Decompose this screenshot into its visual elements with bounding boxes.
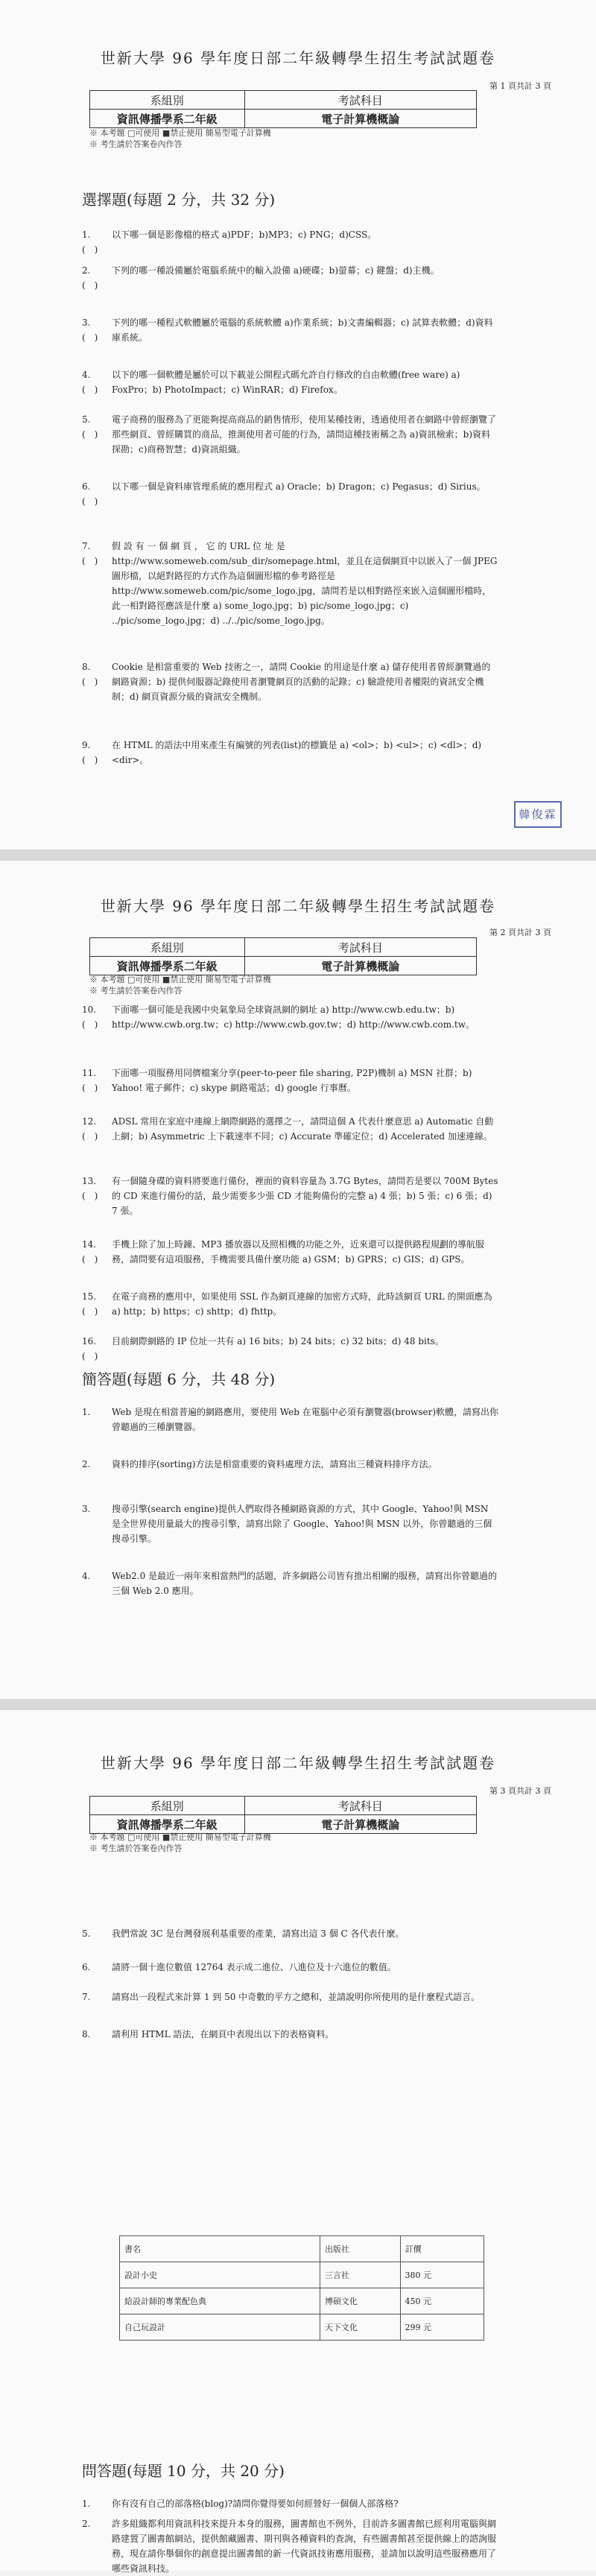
section-heading-essay: 問答題(每題 10 分，共 20 分)	[82, 2462, 285, 2480]
question-text: 手機上除了加上時鐘、MP3 播放器以及照相機的功能之外，近來還可以提供路程規劃的導航服務，請問要有這項服務，手機需要具備什麼功能 a) GSM；b) GPRS；c) GIS；d) GPS。	[112, 1239, 484, 1265]
question-number: 2.( )	[82, 265, 98, 291]
question-number: 9.( )	[82, 740, 98, 765]
header-table	[89, 1796, 477, 1834]
question-number: 8.	[82, 2029, 91, 2039]
exam-page-2	[0, 861, 596, 1699]
book-publisher: 博碩文化	[320, 2288, 400, 2314]
table-header: 出版社	[320, 2236, 400, 2262]
choice-question	[82, 738, 499, 768]
choice-question	[82, 367, 499, 397]
page-separator	[0, 1699, 596, 1710]
table-header-row	[120, 2236, 484, 2262]
book-title: 給設計師的專業配色典	[120, 2288, 320, 2314]
question-text: 以下的哪一個軟體是屬於可以下載並公開程式碼允許自行修改的自由軟體(free ware) a) FoxPro；b) PhotoImpact；c) WinRAR；d) Firefox。	[112, 370, 460, 395]
short-answer-question	[82, 1960, 499, 1975]
dept-value: 資訊傳播學系二年級	[90, 110, 245, 128]
calculator-note: ※ 本考題 □可使用 ■禁止使用 簡易型電子計算機	[89, 1832, 271, 1842]
choice-question	[82, 659, 499, 704]
essay-question	[82, 2516, 499, 2576]
short-answer-question	[82, 1501, 499, 1546]
table-header: 訂價	[400, 2236, 484, 2262]
question-number: 6.( )	[82, 481, 98, 507]
choice-question	[82, 539, 499, 628]
question-number: 14.( )	[82, 1239, 98, 1265]
question-number: 12.( )	[82, 1116, 98, 1142]
question-text: 請寫出一段程式來計算 1 到 50 中奇數的平方之總和，並請說明你所使用的是什麼程式語言。	[112, 1992, 481, 2002]
book-table	[119, 2235, 484, 2341]
answer-sheet-note: ※ 考生請於答案卷內作答	[89, 139, 183, 149]
choice-question	[82, 227, 499, 255]
page-number: 第 1 頁共計 3 頁	[489, 81, 551, 91]
choice-question	[82, 1066, 499, 1095]
question-text: 請利用 HTML 語法，在網頁中表現出以下的表格資料。	[112, 2029, 335, 2039]
exam-notes	[89, 974, 271, 996]
question-text: 我們常說 3C 是台灣發展利基重要的產業，請寫出這 3 個 C 各代表什麼。	[112, 1928, 405, 1939]
exam-notes	[89, 127, 271, 150]
choice-question	[82, 412, 499, 457]
subject-label: 考試科目	[244, 91, 476, 110]
exam-page-1	[0, 0, 596, 849]
header-table	[89, 90, 477, 128]
subject-value: 電子計算機概論	[244, 957, 476, 975]
page-number: 第 3 頁共計 3 頁	[489, 1786, 551, 1796]
question-number: 4.	[82, 1571, 91, 1581]
dept-value: 資訊傳播學系二年級	[90, 957, 245, 975]
question-text: Web2.0 是最近一兩年來相當熱門的話題，許多網路公司皆有推出相關的服務，請寫出你曾聽過的三個 Web 2.0 應用。	[112, 1571, 498, 1596]
short-answer-question	[82, 2027, 499, 2042]
question-number: 7.( )	[82, 541, 98, 566]
calculator-note: ※ 本考題 □可使用 ■禁止使用 簡易型電子計算機	[89, 975, 271, 984]
question-number: 3.	[82, 1504, 91, 1514]
choice-question	[82, 1174, 499, 1218]
question-text: 下列的哪一種程式軟體屬於電腦的系統軟體 a)作業系統；b)文書編輯器；c) 試算表軟體；d)資料庫系統。	[112, 317, 493, 343]
question-text: 許多組織都利用資訊科技來提升本身的服務，圖書館也不例外，目前許多圖書館已經利用電腦與網路建置了圖書館網站，提供館藏圖書、期刊與各種資料的查詢，有些圖書館甚至提供線上的諮詢服務，現在請你舉個你的創意提出圖書館的新一代資訊技術應用服務，並請加以說明這些服務應用了哪些資訊科技。	[112, 2519, 497, 2574]
book-price: 380 元	[400, 2262, 484, 2288]
question-number: 11.( )	[82, 1068, 98, 1093]
dept-value: 資訊傳播學系二年級	[90, 1815, 245, 1834]
question-text: 在電子商務的應用中，如果使用 SSL 作為網頁連線的加密方式時，此時該網頁 URL 的開頭應為 a) http；b) https；c) shttp；d) fhttp。	[112, 1291, 492, 1317]
short-answer-question	[82, 1990, 499, 2004]
question-text: 下列的哪一種設備屬於電腦系統中的輸入設備 a)硬碟；b)螢幕；c) 鍵盤；d)主機。	[112, 265, 440, 276]
question-number: 13.( )	[82, 1176, 98, 1201]
question-number: 10.( )	[82, 1004, 98, 1030]
book-title: 自己玩設計	[120, 2314, 320, 2341]
answer-sheet-note: ※ 考生請於答案卷內作答	[89, 1844, 183, 1853]
table-header: 書名	[120, 2236, 320, 2262]
question-text: 你有沒有自己的部落格(blog)?請問你覺得要如何經營好一個個人部落格?	[112, 2499, 399, 2509]
question-text: 以下哪一個是影像檔的格式 a)PDF；b)MP3；c) PNG；d)CSS。	[112, 230, 377, 240]
question-text: Web 是現在相當普遍的網路應用，要使用 Web 在電腦中必須有瀏覽器(browser)軟體，請寫出你曾聽過的三種瀏覽器。	[112, 1407, 498, 1432]
short-answer-question	[82, 1405, 499, 1434]
subject-label: 考試科目	[244, 1797, 476, 1815]
header-table	[89, 937, 477, 975]
question-number: 15.( )	[82, 1291, 98, 1317]
question-text: 資料的排序(sorting)方法是相當重要的資料處理方法，請寫出三種資料排序方法。	[112, 1459, 437, 1469]
exam-title: 世新大學 96 學年度日部二年級轉學生招生考試試題卷	[100, 49, 496, 67]
dept-label: 系組別	[90, 91, 245, 110]
choice-question	[82, 479, 499, 507]
question-text: 目前網際網路的 IP 位址一共有 a) 16 bits；b) 24 bits；c) 32 bits；d) 48 bits。	[112, 1336, 444, 1346]
question-text: 電子商務的服務為了更能夠提高商品的銷售情形，使用某種技術，透過使用者在網路中曾經瀏覽了那些網頁、曾經購買的商品，推測使用者可能的行為，請問這種技術稱之為 a)資訊檢索；b)資料探勘；c)商務智慧；d)資訊組織。	[112, 414, 497, 455]
page-number: 第 2 頁共計 3 頁	[489, 928, 551, 937]
book-price: 450 元	[400, 2288, 484, 2314]
question-number: 2.	[82, 2519, 91, 2529]
question-number: 5.	[82, 1928, 91, 1939]
question-text: ADSL 常用在家庭中連線上網際網路的選擇之一，請問這個 A 代表什麼意思 a) Automatic 自動上網；b) Asymmetric 上下載速率不同；c) Accurate 準確定位；d) Accelerated 加速連線。	[112, 1116, 494, 1142]
question-text: 以下哪一個是資料庫管理系統的應用程式 a) Oracle；b) Dragon；c) Pegasus；d) Sirius。	[112, 481, 486, 492]
exam-title: 世新大學 96 學年度日部二年級轉學生招生考試試題卷	[100, 1754, 496, 1772]
question-number: 5.( )	[82, 414, 98, 440]
question-text: 下面哪一項服務用同儕檔案分享(peer-to-peer file sharing, P2P)機制 a) MSN 社群；b) Yahoo! 電子郵件；c) skype 網路電話；d) google 行事曆。	[112, 1068, 472, 1093]
choice-question	[82, 1237, 499, 1267]
subject-value: 電子計算機概論	[244, 1815, 476, 1834]
choice-question	[82, 1114, 499, 1144]
subject-label: 考試科目	[244, 938, 476, 957]
dept-label: 系組別	[90, 1797, 245, 1815]
question-text: 假 設 有 一 個 網 頁 ， 它 的 URL 位 址 是 http://www.someweb.com/sub_dir/somepage.html，並且在這個網頁中以嵌入了一個 JPEG 圖形檔，以絕對路徑的方式作為這個圖形檔的參考路徑是 http://www.someweb.com/pic/some_logo.jpg，請問若是以相對路徑來嵌入這個圖形檔時，此一相對路徑應該是什麼 a) some_logo.jpg；b) pic/some_logo.jpg；c) ../pic/some_logo.jpg；d) ../../pic/some_logo.jpg。	[112, 541, 498, 626]
section-heading-choice: 選擇題(每題 2 分，共 32 分)	[82, 191, 276, 209]
short-answer-question	[82, 1457, 499, 1472]
calculator-note: ※ 本考題 □可使用 ■禁止使用 簡易型電子計算機	[89, 128, 271, 138]
question-text: 請將一個十進位數值 12764 表示成二進位、八進位及十六進位的數值。	[112, 1962, 396, 1972]
book-publisher: 天下文化	[320, 2314, 400, 2341]
choice-question	[82, 1002, 499, 1032]
choice-question	[82, 263, 499, 291]
signature-stamp: 韓俊霖	[514, 801, 562, 828]
question-number: 1.	[82, 1407, 91, 1417]
short-answer-question	[82, 1569, 499, 1598]
question-text: 有一個隨身碟的資料將要進行備份，裡面的資料容量為 3.7G Bytes，請問若是要以 700M Bytes 的 CD 來進行備份的話，最少需要多少張 CD 才能夠備份的完整 a) 4 張；b) 5 張；c) 6 張；d) 7 張。	[112, 1176, 498, 1216]
short-answer-question	[82, 1926, 499, 1941]
question-number: 1.( )	[82, 230, 98, 255]
question-number: 8.( )	[82, 662, 98, 687]
question-number: 16.( )	[82, 1336, 98, 1361]
page-separator	[0, 849, 596, 861]
question-number: 3.( )	[82, 317, 98, 343]
table-row	[120, 2314, 484, 2341]
question-number: 1.	[82, 2499, 91, 2509]
choice-question	[82, 315, 499, 345]
table-row	[120, 2262, 484, 2288]
exam-page-3	[0, 1710, 596, 2574]
exam-notes	[89, 1832, 271, 1854]
question-number: 6.	[82, 1962, 91, 1972]
question-number: 2.	[82, 1459, 91, 1469]
exam-title: 世新大學 96 學年度日部二年級轉學生招生考試試題卷	[100, 897, 496, 915]
subject-value: 電子計算機概論	[244, 110, 476, 128]
dept-label: 系組別	[90, 938, 245, 957]
essay-question	[82, 2496, 499, 2511]
question-number: 7.	[82, 1992, 91, 2002]
book-title: 設計小史	[120, 2262, 320, 2288]
choice-question	[82, 1289, 499, 1319]
question-text: Cookie 是相當重要的 Web 技術之一，請問 Cookie 的用途是什麼 a) 儲存使用者曾經瀏覽過的網路資源；b) 提供伺服器記錄使用者瀏覽網頁的活動的記錄；c) 驗證使用者權限的資訊安全機制；d) 網頁資源分級的資訊安全機制。	[112, 662, 491, 702]
book-price: 299 元	[400, 2314, 484, 2341]
table-row	[120, 2288, 484, 2314]
section-heading-short-answer: 簡答題(每題 6 分，共 48 分)	[82, 1370, 276, 1388]
book-publisher: 三言社	[320, 2262, 400, 2288]
question-text: 搜尋引擎(search engine)提供人們取得各種網路資源的方式，其中 Google、Yahoo!與 MSN 是全世界使用量最大的搜尋引擎，請寫出除了 Google、Yahoo!與 MSN 以外，你曾聽過的三個搜尋引擎。	[112, 1504, 492, 1544]
question-number: 4.( )	[82, 370, 98, 395]
choice-question	[82, 1334, 499, 1361]
question-text: 在 HTML 的語法中用來產生有編號的列表(list)的標籤是 a) <ol>；b) <ul>；c) <dl>；d) <dir>。	[112, 740, 482, 765]
answer-sheet-note: ※ 考生請於答案卷內作答	[89, 986, 183, 996]
question-text: 下面哪一個可能是我國中央氣象局全球資訊網的網址 a) http://www.cwb.edu.tw；b) http://www.cwb.org.tw；c) http://www.cwb.gov.tw；d) http://www.cwb.com.tw。	[112, 1004, 475, 1030]
